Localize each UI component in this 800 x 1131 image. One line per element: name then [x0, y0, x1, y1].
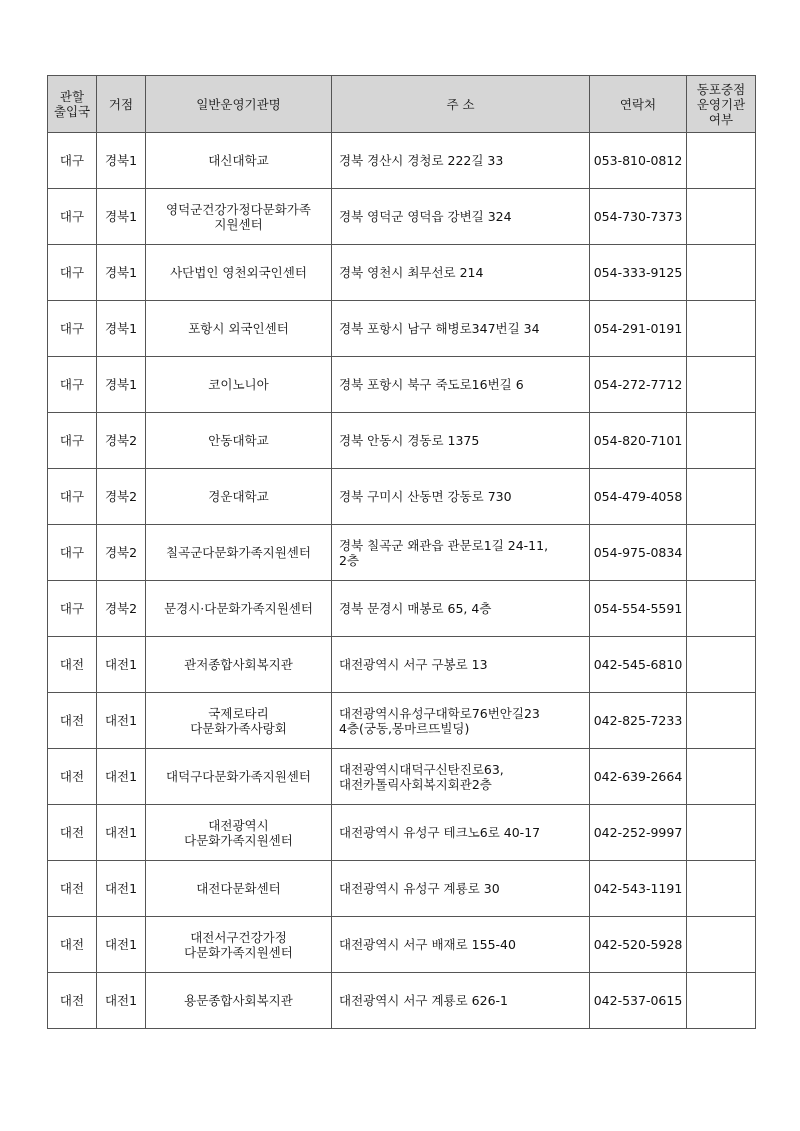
cell-base: 경북1 — [97, 301, 146, 357]
cell-address: 대전광역시 유성구 계룡로 30 — [332, 861, 590, 917]
cell-address: 대전광역시 유성구 테크노6로 40-17 — [332, 805, 590, 861]
cell-office: 대전 — [48, 973, 97, 1029]
table-row — [48, 749, 756, 805]
cell-compatriot — [687, 749, 756, 805]
cell-base: 대전1 — [97, 917, 146, 973]
cell-contact: 054-820-7101 — [590, 413, 687, 469]
cell-contact: 042-252-9997 — [590, 805, 687, 861]
cell-compatriot — [687, 469, 756, 525]
header-compatriot: 동포중점 운영기관 여부 — [687, 76, 756, 133]
cell-contact: 042-825-7233 — [590, 693, 687, 749]
cell-contact: 054-975-0834 — [590, 525, 687, 581]
cell-contact: 054-479-4058 — [590, 469, 687, 525]
header-base: 거점 — [97, 76, 146, 133]
cell-org: 코이노니아 — [146, 357, 332, 413]
cell-base: 경북1 — [97, 189, 146, 245]
cell-base: 대전1 — [97, 637, 146, 693]
cell-compatriot — [687, 973, 756, 1029]
cell-office: 대전 — [48, 637, 97, 693]
cell-office: 대구 — [48, 357, 97, 413]
cell-compatriot — [687, 245, 756, 301]
cell-base: 경북2 — [97, 413, 146, 469]
cell-compatriot — [687, 189, 756, 245]
cell-contact: 053-810-0812 — [590, 133, 687, 189]
cell-org: 안동대학교 — [146, 413, 332, 469]
cell-contact: 054-554-5591 — [590, 581, 687, 637]
cell-compatriot — [687, 861, 756, 917]
cell-org: 칠곡군다문화가족지원센터 — [146, 525, 332, 581]
cell-office: 대구 — [48, 301, 97, 357]
cell-contact: 042-520-5928 — [590, 917, 687, 973]
cell-address: 경북 문경시 매봉로 65, 4층 — [332, 581, 590, 637]
header-org: 일반운영기관명 — [146, 76, 332, 133]
cell-address: 대전광역시 서구 구봉로 13 — [332, 637, 590, 693]
cell-base: 대전1 — [97, 973, 146, 1029]
table-row — [48, 917, 756, 973]
table-row — [48, 693, 756, 749]
cell-org: 포항시 외국인센터 — [146, 301, 332, 357]
cell-compatriot — [687, 357, 756, 413]
cell-address: 대전광역시 서구 배재로 155-40 — [332, 917, 590, 973]
cell-org: 대덕구다문화가족지원센터 — [146, 749, 332, 805]
cell-office: 대전 — [48, 861, 97, 917]
cell-office: 대전 — [48, 749, 97, 805]
table-row — [48, 133, 756, 189]
cell-contact: 042-537-0615 — [590, 973, 687, 1029]
cell-office: 대구 — [48, 581, 97, 637]
table-row — [48, 581, 756, 637]
table-row — [48, 245, 756, 301]
cell-address: 대전광역시유성구대학로76번안길23 4층(궁동,몽마르뜨빌딩) — [332, 693, 590, 749]
cell-address: 대전광역시 서구 계룡로 626-1 — [332, 973, 590, 1029]
cell-org: 경운대학교 — [146, 469, 332, 525]
cell-base: 대전1 — [97, 749, 146, 805]
cell-office: 대전 — [48, 805, 97, 861]
cell-org: 관저종합사회복지관 — [146, 637, 332, 693]
cell-base: 대전1 — [97, 861, 146, 917]
table-row — [48, 525, 756, 581]
cell-org: 대전다문화센터 — [146, 861, 332, 917]
table-row — [48, 301, 756, 357]
cell-compatriot — [687, 525, 756, 581]
header-contact: 연락처 — [590, 76, 687, 133]
cell-address: 경북 포항시 북구 죽도로16번길 6 — [332, 357, 590, 413]
cell-office: 대구 — [48, 469, 97, 525]
cell-compatriot — [687, 693, 756, 749]
table-header-row — [48, 76, 756, 133]
cell-address: 경북 칠곡군 왜관읍 관문로1길 24-11, 2층 — [332, 525, 590, 581]
cell-office: 대전 — [48, 693, 97, 749]
table-row — [48, 413, 756, 469]
cell-compatriot — [687, 413, 756, 469]
cell-contact: 042-543-1191 — [590, 861, 687, 917]
cell-contact: 054-730-7373 — [590, 189, 687, 245]
table-row — [48, 357, 756, 413]
cell-compatriot — [687, 301, 756, 357]
cell-contact: 042-545-6810 — [590, 637, 687, 693]
cell-office: 대구 — [48, 413, 97, 469]
cell-org: 국제로타리 다문화가족사랑회 — [146, 693, 332, 749]
cell-compatriot — [687, 637, 756, 693]
table-row — [48, 469, 756, 525]
cell-org: 대전서구건강가정 다문화가족지원센터 — [146, 917, 332, 973]
cell-contact: 042-639-2664 — [590, 749, 687, 805]
cell-base: 경북2 — [97, 469, 146, 525]
cell-contact: 054-291-0191 — [590, 301, 687, 357]
cell-address: 대전광역시대덕구신탄진로63, 대전카톨릭사회복지회관2층 — [332, 749, 590, 805]
cell-compatriot — [687, 805, 756, 861]
table-row — [48, 637, 756, 693]
cell-compatriot — [687, 917, 756, 973]
cell-office: 대구 — [48, 133, 97, 189]
cell-org: 대전광역시 다문화가족지원센터 — [146, 805, 332, 861]
cell-address: 경북 포항시 남구 해병로347번길 34 — [332, 301, 590, 357]
cell-office: 대구 — [48, 189, 97, 245]
cell-office: 대전 — [48, 917, 97, 973]
cell-contact: 054-333-9125 — [590, 245, 687, 301]
organization-table — [47, 75, 756, 1029]
cell-base: 경북1 — [97, 133, 146, 189]
cell-address: 경북 안동시 경동로 1375 — [332, 413, 590, 469]
cell-compatriot — [687, 133, 756, 189]
cell-base: 경북1 — [97, 245, 146, 301]
cell-org: 영덕군건강가정다문화가족 지원센터 — [146, 189, 332, 245]
table-row — [48, 973, 756, 1029]
cell-base: 경북2 — [97, 581, 146, 637]
table-row — [48, 189, 756, 245]
cell-address: 경북 구미시 산동면 강동로 730 — [332, 469, 590, 525]
cell-office: 대구 — [48, 245, 97, 301]
cell-base: 대전1 — [97, 805, 146, 861]
cell-org: 대신대학교 — [146, 133, 332, 189]
header-office: 관할 출입국 — [48, 76, 97, 133]
cell-address: 경북 영덕군 영덕읍 강변길 324 — [332, 189, 590, 245]
cell-office: 대구 — [48, 525, 97, 581]
table-row — [48, 861, 756, 917]
cell-org: 용문종합사회복지관 — [146, 973, 332, 1029]
cell-org: 문경시·다문화가족지원센터 — [146, 581, 332, 637]
cell-compatriot — [687, 581, 756, 637]
table-row — [48, 805, 756, 861]
cell-base: 대전1 — [97, 693, 146, 749]
header-address: 주 소 — [332, 76, 590, 133]
cell-address: 경북 영천시 최무선로 214 — [332, 245, 590, 301]
document-page — [47, 75, 755, 1029]
cell-base: 경북2 — [97, 525, 146, 581]
cell-base: 경북1 — [97, 357, 146, 413]
cell-org: 사단법인 영천외국인센터 — [146, 245, 332, 301]
cell-contact: 054-272-7712 — [590, 357, 687, 413]
cell-address: 경북 경산시 경청로 222길 33 — [332, 133, 590, 189]
